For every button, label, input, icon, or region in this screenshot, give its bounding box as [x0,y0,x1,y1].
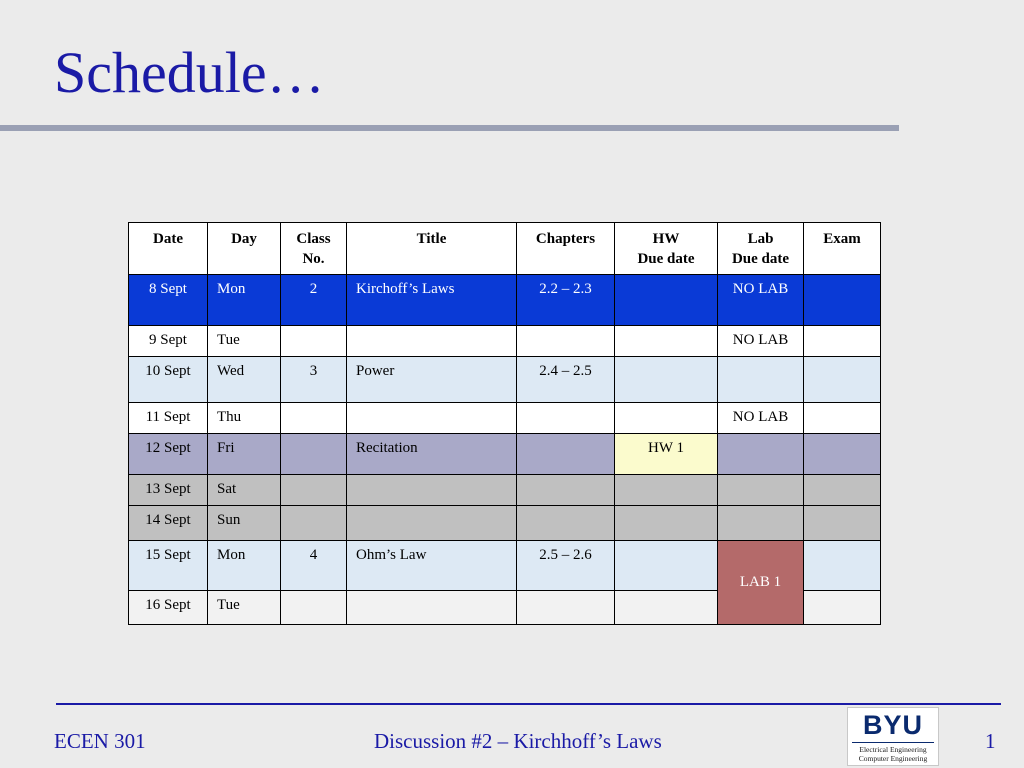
table-row [129,326,881,357]
cell-hw [615,475,718,506]
header-hw-due: HW Due date [615,223,718,275]
cell-chapters [517,506,615,541]
cell-class-no [281,434,347,475]
footer-divider [56,703,1001,705]
table-header-row [129,223,881,275]
cell-hw [615,541,718,591]
cell-hw [615,275,718,326]
cell-exam [804,275,881,326]
cell-hw [615,591,718,625]
table-row [129,541,881,591]
cell-class-no: 4 [281,541,347,591]
header-date: Date [129,223,208,275]
footer-course: ECEN 301 [54,729,146,753]
cell-exam [804,403,881,434]
cell-hw [615,357,718,403]
cell-day: Tue [208,591,281,625]
cell-date: 13 Sept [129,475,208,506]
cell-exam [804,357,881,403]
header-title: Title [347,223,517,275]
cell-date: 11 Sept [129,403,208,434]
cell-date: 15 Sept [129,541,208,591]
cell-chapters [517,434,615,475]
cell-class-no: 3 [281,357,347,403]
cell-lab: NO LAB [718,403,804,434]
cell-chapters [517,326,615,357]
cell-day: Mon [208,541,281,591]
byu-logo-mark: BYU [862,710,923,740]
cell-class-no [281,403,347,434]
cell-day: Thu [208,403,281,434]
cell-day: Sun [208,506,281,541]
cell-lab [718,357,804,403]
schedule-table [128,222,881,625]
cell-chapters: 2.4 – 2.5 [517,357,615,403]
table-row [129,275,881,326]
cell-hw-due: HW 1 [615,434,718,475]
cell-chapters [517,475,615,506]
cell-title: Kirchoff’s Laws [347,275,517,326]
cell-exam [804,475,881,506]
cell-day: Wed [208,357,281,403]
cell-exam [804,541,881,591]
cell-date: 10 Sept [129,357,208,403]
cell-title [347,475,517,506]
table-row [129,506,881,541]
cell-lab: NO LAB [718,326,804,357]
cell-lab-due: LAB 1 [718,541,804,625]
table-row [129,475,881,506]
cell-title [347,591,517,625]
cell-chapters: 2.2 – 2.3 [517,275,615,326]
cell-title: Power [347,357,517,403]
cell-exam [804,326,881,357]
byu-logo-subtitle: Electrical Engineering Computer Engineering [852,742,934,763]
table-row [129,357,881,403]
cell-exam [804,434,881,475]
cell-hw [615,506,718,541]
header-day: Day [208,223,281,275]
cell-title: Ohm’s Law [347,541,517,591]
table-row [129,434,881,475]
cell-day: Fri [208,434,281,475]
cell-exam [804,591,881,625]
footer-discussion-title: Discussion #2 – Kirchhoff’s Laws [374,729,662,753]
cell-class-no: 2 [281,275,347,326]
cell-date: 9 Sept [129,326,208,357]
cell-lab: NO LAB [718,275,804,326]
cell-hw [615,403,718,434]
page-number: 1 [985,729,996,753]
cell-day: Mon [208,275,281,326]
cell-class-no [281,475,347,506]
cell-lab [718,506,804,541]
header-class-no: Class No. [281,223,347,275]
cell-chapters [517,591,615,625]
cell-chapters: 2.5 – 2.6 [517,541,615,591]
cell-lab [718,475,804,506]
byu-logo [847,707,939,766]
title-divider [0,125,899,131]
cell-date: 8 Sept [129,275,208,326]
cell-chapters [517,403,615,434]
cell-day: Sat [208,475,281,506]
header-exam: Exam [804,223,881,275]
cell-title: Recitation [347,434,517,475]
cell-lab [718,434,804,475]
table-row [129,403,881,434]
header-chapters: Chapters [517,223,615,275]
cell-title [347,326,517,357]
cell-date: 12 Sept [129,434,208,475]
cell-day: Tue [208,326,281,357]
cell-date: 14 Sept [129,506,208,541]
cell-class-no [281,506,347,541]
cell-class-no [281,326,347,357]
header-lab-due: Lab Due date [718,223,804,275]
cell-hw [615,326,718,357]
cell-class-no [281,591,347,625]
cell-exam [804,506,881,541]
slide-title: Schedule… [54,40,325,105]
cell-date: 16 Sept [129,591,208,625]
cell-title [347,506,517,541]
cell-title [347,403,517,434]
